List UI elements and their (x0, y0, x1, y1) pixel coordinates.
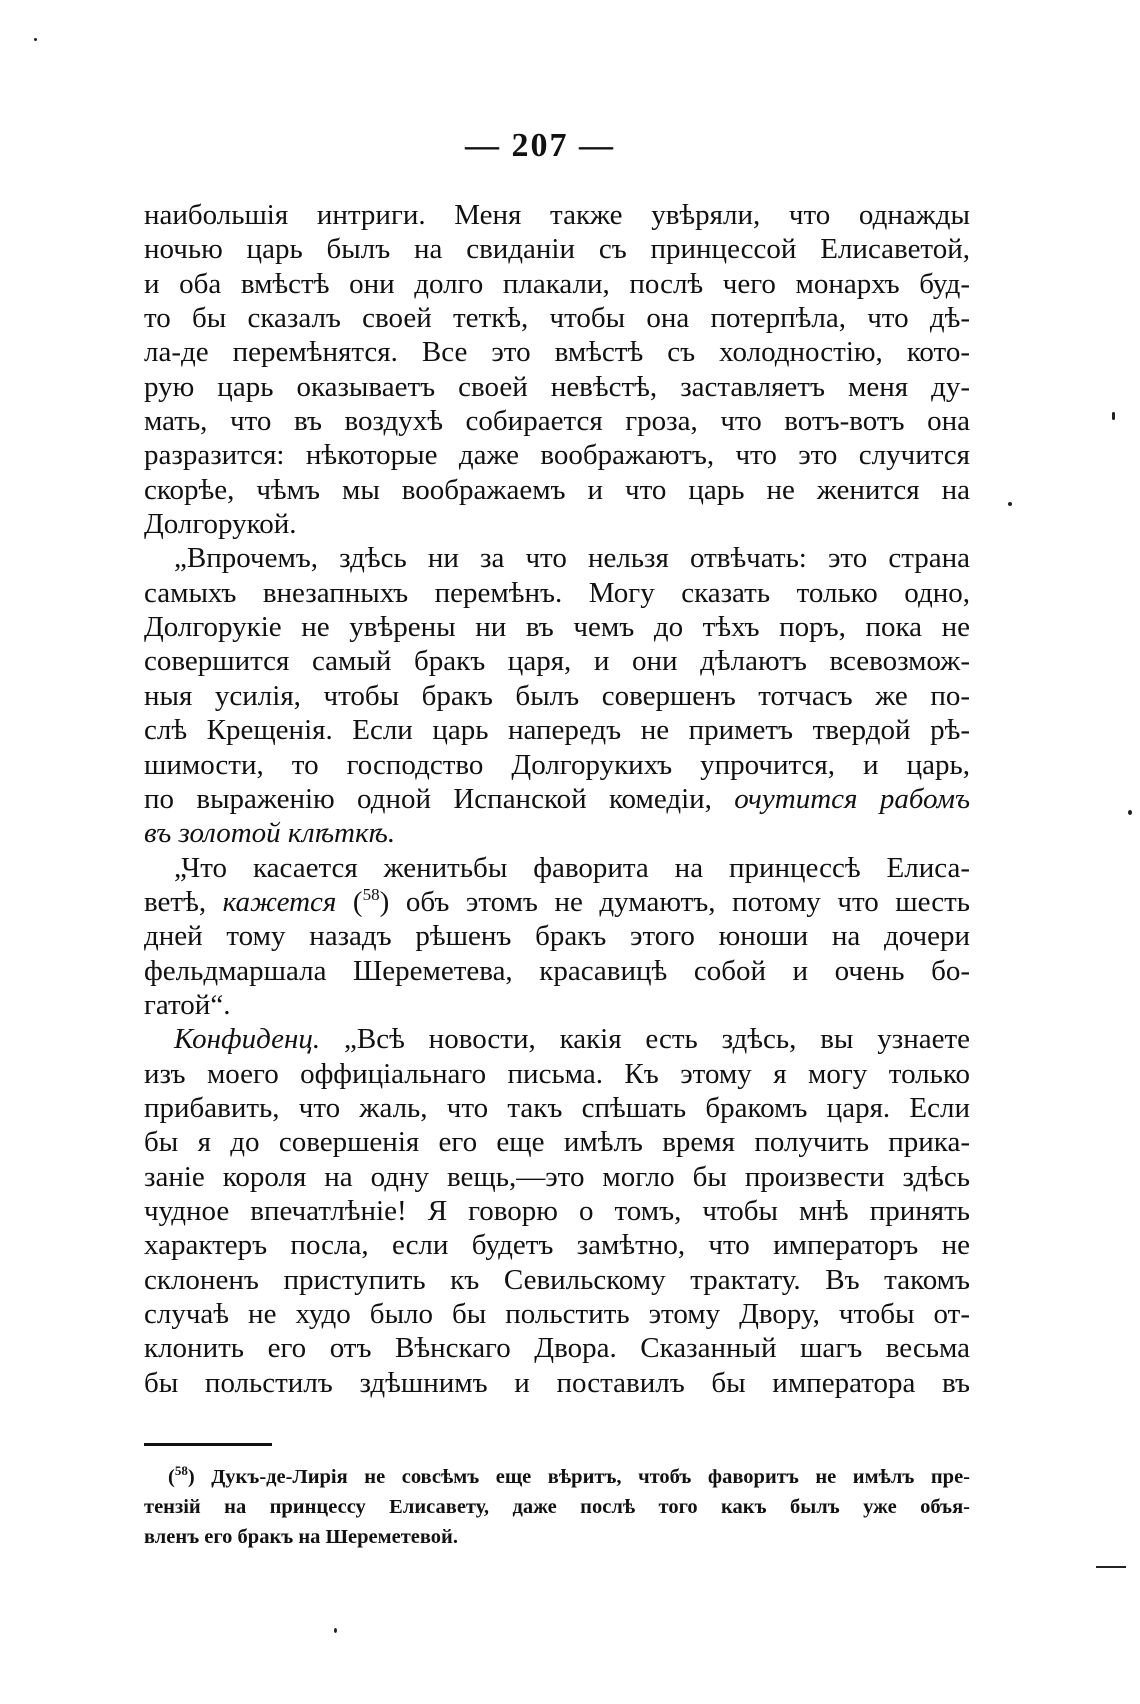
text-line (144, 816, 970, 850)
text-line: ветѣ, кажется ($^{58}$) объ этомъ не думаютъ, потому что шесть (144, 884, 970, 918)
text-line: дней тому назадъ рѣшенъ бракъ этого юноши на дочери (144, 920, 970, 953)
text-line: наибольшія интриги. Меня также увѣряли, что однажды (144, 199, 970, 231)
text-line: склоненъ приступить къ Севильскому трактату. Въ такомъ (144, 1263, 970, 1296)
text-line: и оба вмѣстѣ они долго плакали, послѣ чего монархъ буд- (144, 267, 970, 300)
text-line: „Что касается женитьбы фаворита на принцессѣ Елиса- (174, 851, 970, 884)
text-line: ныя усилія, чтобы бракъ былъ совершенъ тотчасъ же по- (144, 679, 970, 712)
text-line: бы польстилъ здѣшнимъ и поставилъ бы императора въ (144, 1366, 970, 1399)
footnote-line: тензій на принцессу Елисавету, даже послѣ того какъ былъ уже объя- (144, 1496, 970, 1518)
text-line: изъ моего оффиціальнаго письма. Къ этому я могу только (144, 1057, 970, 1090)
text-line: шимости, то господство Долгорукихъ упрочится, и царь, (144, 748, 970, 781)
text-line (144, 782, 970, 816)
text-line: случаѣ не худо было бы польстить этому Двору, чтобы от- (144, 1298, 970, 1330)
text-line: чудное впечатлѣніе! Я говорю о томъ, чтобы мнѣ принять (144, 1194, 970, 1227)
scan-speck (334, 1628, 337, 1633)
page-number: — 207 — (465, 127, 615, 164)
text-line: ночью царь былъ на свиданіи съ принцессой Елисаветой, (144, 233, 970, 266)
text-line: Долгорукіе не увѣрены ни въ чемъ до тѣхъ поръ, пока не (144, 611, 970, 644)
text-segment: по выраженію одной Испанской комедіи, (144, 782, 712, 815)
paragraph-2 (144, 541, 970, 850)
scan-speck (1112, 412, 1115, 420)
text-segment: ветѣ, (144, 885, 207, 918)
footnote-line: вленъ его бракъ на Шереметевой. (144, 1526, 458, 1548)
text-line: то бы сказалъ своей теткѣ, чтобы она потерпѣла, что дѣ- (144, 302, 970, 335)
text-line: „Впрочемъ, здѣсь ни за что нельзя отвѣчать: это страна (174, 542, 970, 575)
scan-speck (34, 38, 37, 41)
scan-edge-mark (1096, 1566, 1126, 1568)
speaker-label: Конфиденц. (174, 1023, 321, 1056)
text-line: Долгорукой. (144, 508, 297, 541)
italic-word: кажется (222, 885, 337, 918)
text-line: самыхъ внезапныхъ перемѣнъ. Могу сказать только одно, (144, 576, 970, 609)
scan-speck (1128, 810, 1132, 815)
footnote-line: ($^{58}$) Дукъ-де-Лирія не совсѣмъ еще вѣритъ, чтобъ фаворитъ не имѣлъ пре- (168, 1463, 970, 1488)
paragraph-3 (144, 851, 970, 1023)
text-segment: „Всѣ новости, какія есть здѣсь, вы узнаете (344, 1023, 970, 1056)
text-line (144, 1022, 970, 1056)
text-line: прибавить, что жаль, что такъ спѣшать бракомъ царя. Если (144, 1091, 970, 1124)
footnote-number: 58 (174, 1463, 188, 1478)
text-line: ла-де перемѣнятся. Все это вмѣстѣ съ холодностію, кото- (144, 336, 970, 369)
text-line: гатой“. (144, 988, 231, 1021)
text-line: мать, что въ воздухѣ собирается гроза, что вотъ-вотъ она (144, 405, 970, 438)
text-line: слѣ Крещенія. Если царь напередъ не приметъ твердой рѣ- (144, 714, 970, 747)
paragraph-4 (144, 1022, 970, 1400)
text-line: фельдмаршала Шереметева, красавицѣ собой и очень бо- (144, 954, 970, 987)
paragraph-1 (144, 198, 970, 541)
footnote (144, 1462, 970, 1552)
text-line: характеръ посла, если будетъ замѣтно, что императоръ не (144, 1229, 970, 1262)
text-line: заніе короля на одну вещь,—это могло бы произвести здѣсь (144, 1160, 970, 1193)
text-line: совершится самый бракъ царя, и они дѣлаютъ всевозмож- (144, 645, 970, 678)
main-text (144, 198, 970, 1400)
text-line: разразится: нѣкоторые даже воображаютъ, что это случится (144, 439, 970, 472)
footnote-reference: 58 (362, 884, 380, 904)
text-line: скорѣе, чѣмъ мы воображаемъ и что царь не женится на (144, 473, 970, 506)
text-line: клонить его отъ Вѣнскаго Двора. Сказанный шагъ весьма (144, 1332, 970, 1365)
text-segment: Дукъ-де-Лирія не совсѣмъ еще вѣритъ, чтобъ фаворитъ не имѣлъ пре- (211, 1466, 970, 1488)
footnote-divider (144, 1443, 272, 1446)
scan-speck (1008, 502, 1012, 506)
text-line: рую царь оказываетъ своей невѣстѣ, заставляетъ меня ду- (144, 370, 970, 403)
italic-phrase: очутится рабомъ (734, 782, 971, 815)
text-segment: объ этомъ не думаютъ, потому что шесть (405, 885, 970, 918)
italic-phrase: въ золотой клѣткѣ. (144, 817, 396, 850)
text-line: бы я до совершенія его еще имѣлъ время получить прика- (144, 1126, 970, 1159)
